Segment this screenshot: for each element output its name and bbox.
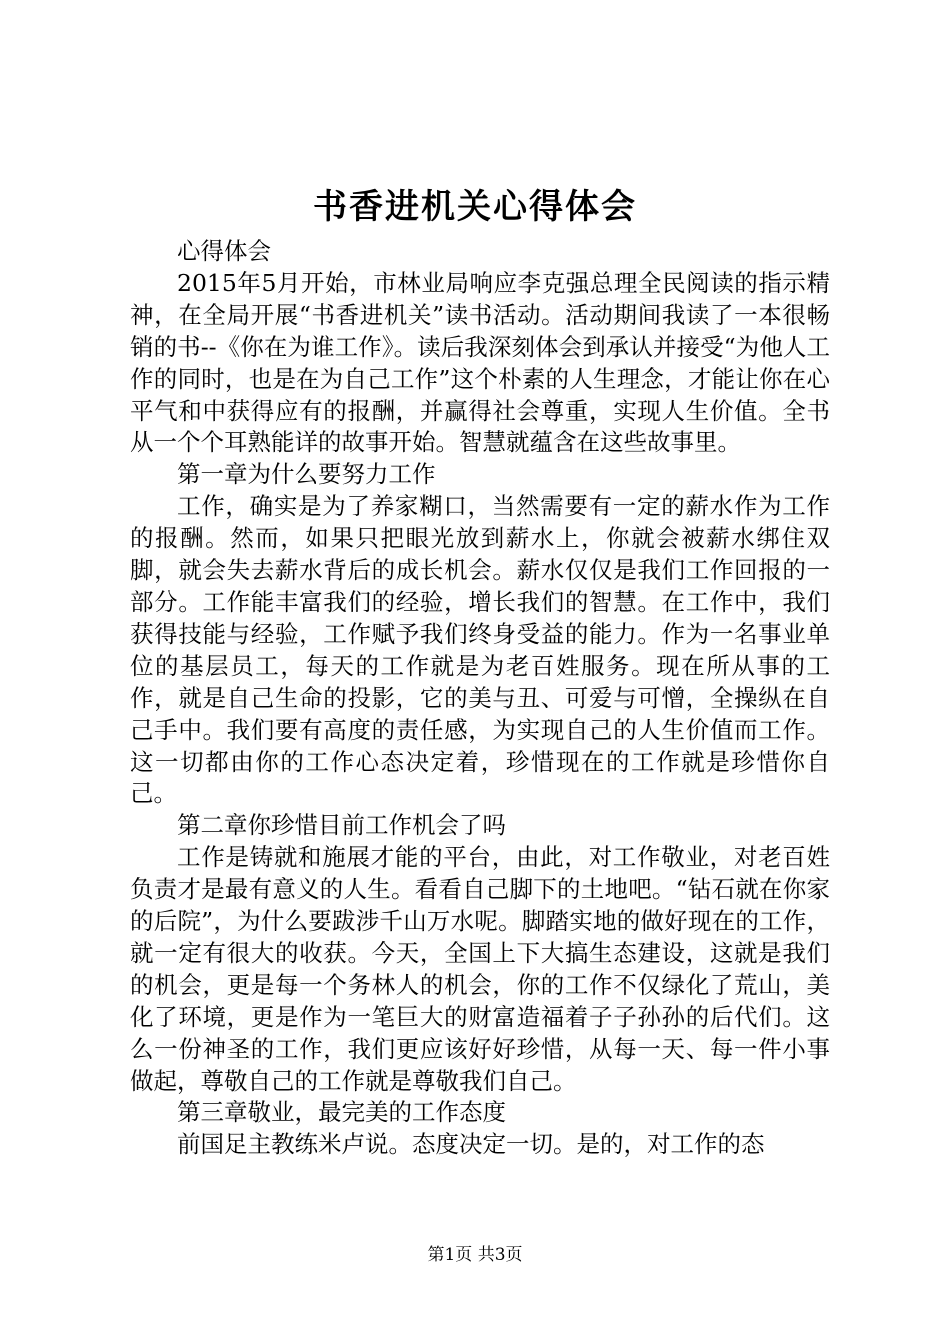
paragraph: 前国足主教练米卢说。态度决定一切。是的，对工作的态: [177, 1130, 765, 1159]
paragraph: 工作是铸就和施展才能的平台，由此，对工作敬业，对老百姓负责才是最有意义的人生。看看自己脚下的土地吧。“钻石就在你家的后院”，为什么要跋涉千山万水呢。脚踏实地的做好现在的工作，就一定有很大的收获。今天，全国上下大搞生态建设，这就是我们的机会，更是每一个务林人的机会，你的工作不仅绿化了荒山，美化了环境，更是作为一笔巨大的财富造福着子子孙孙的后代们。这么一份神圣的工作，我们更应该好好珍惜，从每一天、每一件小事做起，尊敬自己的工作就是尊敬我们自己。: [130, 843, 830, 1095]
document-body: [130, 236, 830, 1161]
paragraph: 工作，确实是为了养家糊口，当然需要有一定的薪水作为工作的报酬。然而，如果只把眼光放到薪水上，你就会被薪水绑住双脚，就会失去薪水背后的成长机会。薪水仅仅是我们工作回报的一部分。工作能丰富我们的经验，增长我们的智慧。在工作中，我们获得技能与经验，工作赋予我们终身受益的能力。作为一名事业单位的基层员工，每天的工作就是为老百姓服务。现在所从事的工作，就是自己生命的投影，它的美与丑、可爱与可憎，全操纵在自己手中。我们要有高度的责任感，为实现自己的人生价值而工作。这一切都由你的工作心态决定着，珍惜现在的工作就是珍惜你自己。: [130, 492, 830, 808]
section-label: 心得体会: [177, 237, 271, 265]
chapter-heading: 第三章敬业，最完美的工作态度: [177, 1098, 506, 1127]
page-footer: 第1页 共3页: [427, 1245, 523, 1265]
document-title: 书香进机关心得体会: [313, 187, 637, 227]
chapter-heading: 第一章为什么要努力工作: [177, 460, 436, 489]
paragraph: 2015年5月开始，市林业局响应李克强总理全民阅读的指示精神，在全局开展“书香进机关”读书活动。活动期间我读了一本很畅销的书--《你在为谁工作》。读后我深刻体会到承认并接受“为他人工作的同时，也是在为自己工作”这个朴素的人生理念，才能让你在心平气和中获得应有的报酬，并赢得社会尊重，实现人生价值。全书从一个个耳熟能详的故事开始。智慧就蕴含在这些故事里。: [130, 268, 830, 457]
chapter-heading: 第二章你珍惜目前工作机会了吗: [177, 811, 506, 840]
